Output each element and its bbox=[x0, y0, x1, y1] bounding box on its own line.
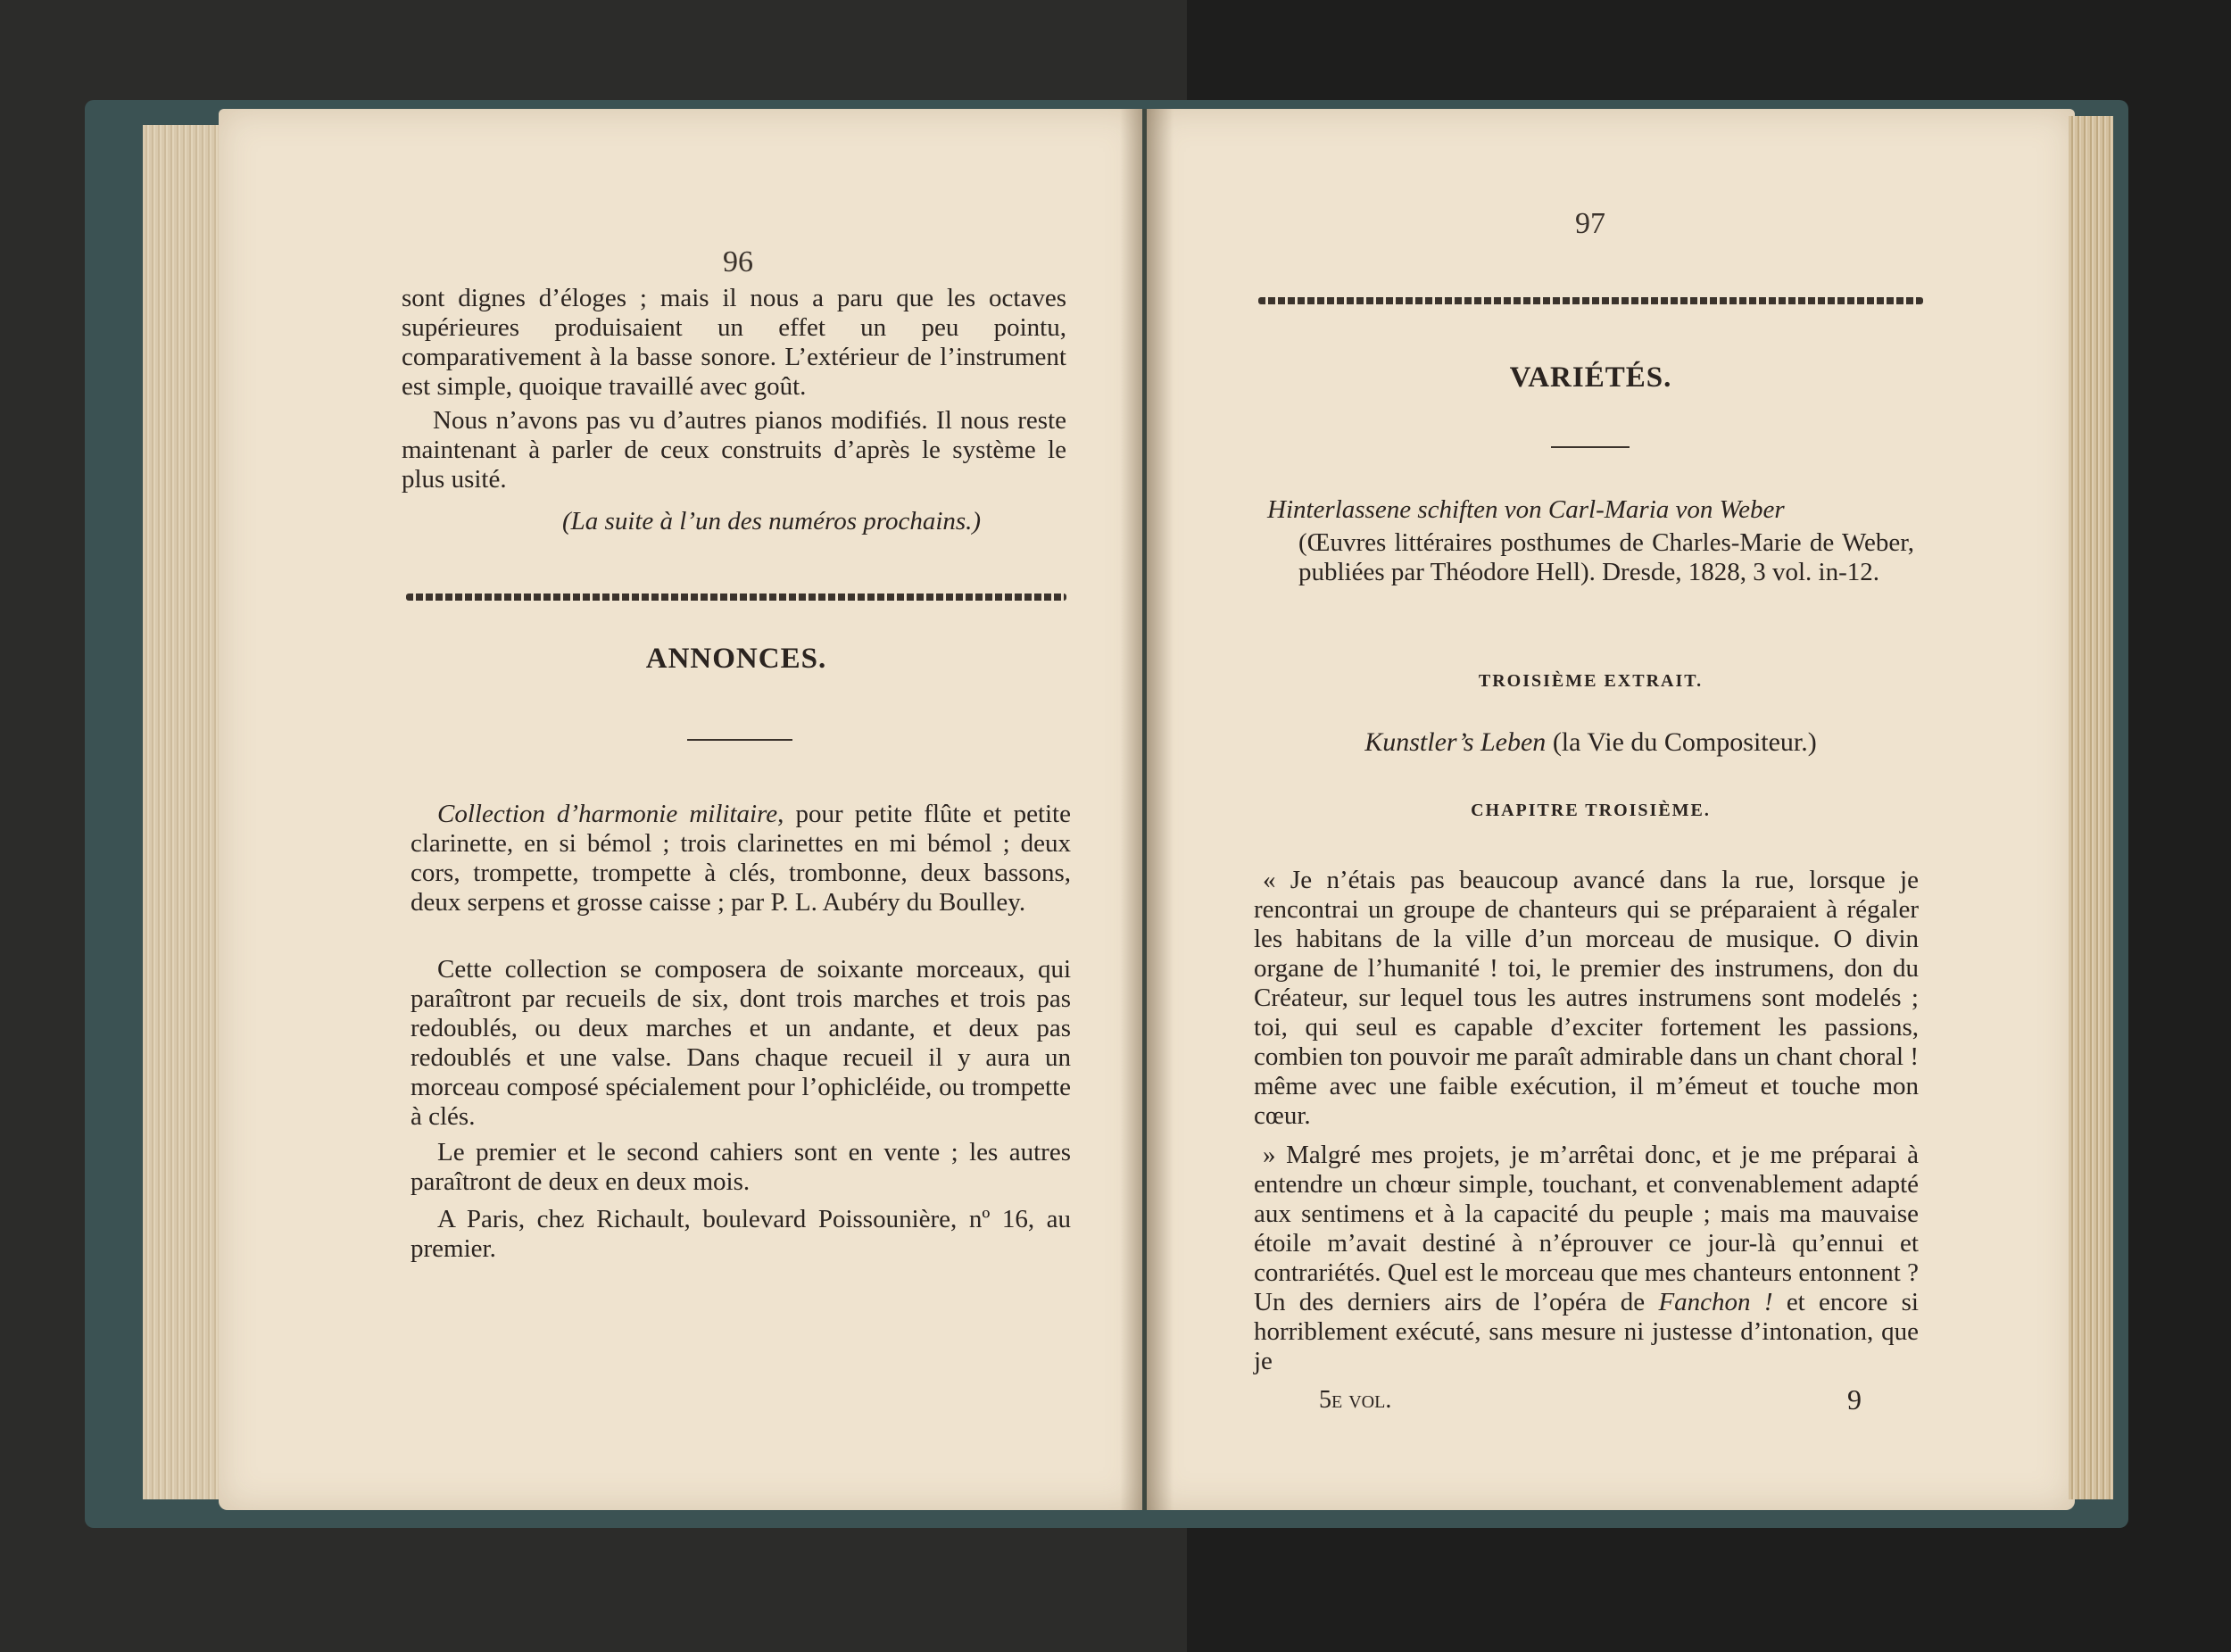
chapter-label: CHAPITRE TROISIÈME. bbox=[1471, 801, 1711, 820]
subtitle-italic: Kunstler’s Leben bbox=[1364, 727, 1547, 757]
ornamental-rule-left bbox=[406, 594, 1066, 601]
book-gutter bbox=[1120, 109, 1174, 1510]
ornamental-rule-right bbox=[1258, 297, 1923, 304]
footer-signature: 9 bbox=[1847, 1383, 1862, 1415]
page-number-left: 96 bbox=[723, 245, 753, 278]
left-paragraph-1 bbox=[402, 284, 1066, 402]
section-title-annonces: ANNONCES. bbox=[645, 643, 827, 675]
right-para2-b: et encore si horriblement exécuté, sans mesure ni justesse d’intonation, que je bbox=[1254, 1288, 1919, 1375]
collection-desc: , pour petite flûte et petite clarinette, en si bémol ; trois clarinettes en mi bémol ; deux cors, trompette, trompette à clés, trombonne, deux bassons, deux serpens et grosse caisse ; par P. L. Aubéry du Boulley. bbox=[411, 800, 1071, 917]
left-paragraph-2: Nous n’avons pas vu d’autres pianos modifiés. Il nous reste maintenant à parler de ceux construits d’après le système le plus usité. bbox=[402, 406, 1066, 494]
right-paragraph-1: « Je n’étais pas beaucoup avancé dans la rue, lorsque je rencontrai un groupe de chanteurs qui se préparaient à régaler les habitans de la ville d’un morceau de musique. O divin organe de l’humanité ! toi, le premier des instrumens, don du Créateur, sur lequel tous les autres instrumens sont modelés ; toi, qui seul es capable d’exciter fortement les passions, combien ton pouvoir me paraît admirable dans un chant choral ! même avec une faible exécution, il m’émeut et touche mon cœur. bbox=[1254, 866, 1919, 1130]
page-number-right: 97 bbox=[1575, 207, 1605, 240]
right-para2-italic: Fanchon ! bbox=[1658, 1288, 1773, 1316]
continued-note: (La suite à l’un des numéros prochains.) bbox=[562, 507, 982, 535]
left-para1-text: sont dignes d’éloges ; mais il nous a paru que les octaves supérieures produisaient un effet un peu pointu, comparativement à la basse sonore. L’extérieur de l’instrument est simple, quoique travaillé avec goût. bbox=[402, 284, 1066, 401]
chapter-subtitle bbox=[1258, 727, 1923, 758]
right-paragraph-2 bbox=[1254, 1141, 1919, 1376]
extract-label: TROISIÈME EXTRAIT. bbox=[1478, 671, 1704, 691]
left-paragraph-4: Cette collection se composera de soixante morceaux, qui paraîtront par recueils de six, dont trois marches et trois pas redoublés, ou deux marches et un andante, et deux pas redoublés et une valse. Dans chaque recueil il y aura un morceau composé spécialement pour l’ophicléide, ou trompette à clés. bbox=[411, 955, 1071, 1131]
footer-volume: 5e vol. bbox=[1319, 1386, 1392, 1414]
subtitle-rest: (la Vie du Compositeur.) bbox=[1546, 727, 1817, 757]
left-paragraph-6: A Paris, chez Richault, boulevard Poissounière, nº 16, au premier. bbox=[411, 1205, 1071, 1263]
section-title-varietes: VARIÉTÉS. bbox=[1509, 361, 1672, 394]
right-para2-a: » Malgré mes projets, je m’arrêtai donc, et je me préparai à entendre un chœur simple, touchant, et convenablement adapté aux sentimens et à la capacité du peuple ; mais ma mauvaise étoile m’avait destiné à n’éprouver ce jour-là qu’ennui et contrariétés. Quel est le morceau que mes chanteurs entonnent ? Un des derniers airs de l’opéra de bbox=[1254, 1141, 1919, 1316]
book-title: Hinterlassene schiften von Carl-Maria von Weber bbox=[1267, 495, 1785, 524]
short-rule-right bbox=[1551, 446, 1630, 448]
book-description: (Œuvres littéraires posthumes de Charles-Marie de Weber, publiées par Théodore Hell). Dresde, 1828, 3 vol. in-12. bbox=[1298, 528, 1914, 586]
left-paragraph-5: Le premier et le second cahiers sont en vente ; les autres paraîtront de deux en deux mois. bbox=[411, 1138, 1071, 1196]
left-paragraph-3 bbox=[411, 800, 1071, 917]
collection-title: Collection d’harmonie militaire bbox=[437, 800, 778, 828]
page-edges-left bbox=[143, 125, 223, 1499]
short-rule-left bbox=[687, 739, 792, 741]
page-edges-right bbox=[2069, 116, 2113, 1499]
